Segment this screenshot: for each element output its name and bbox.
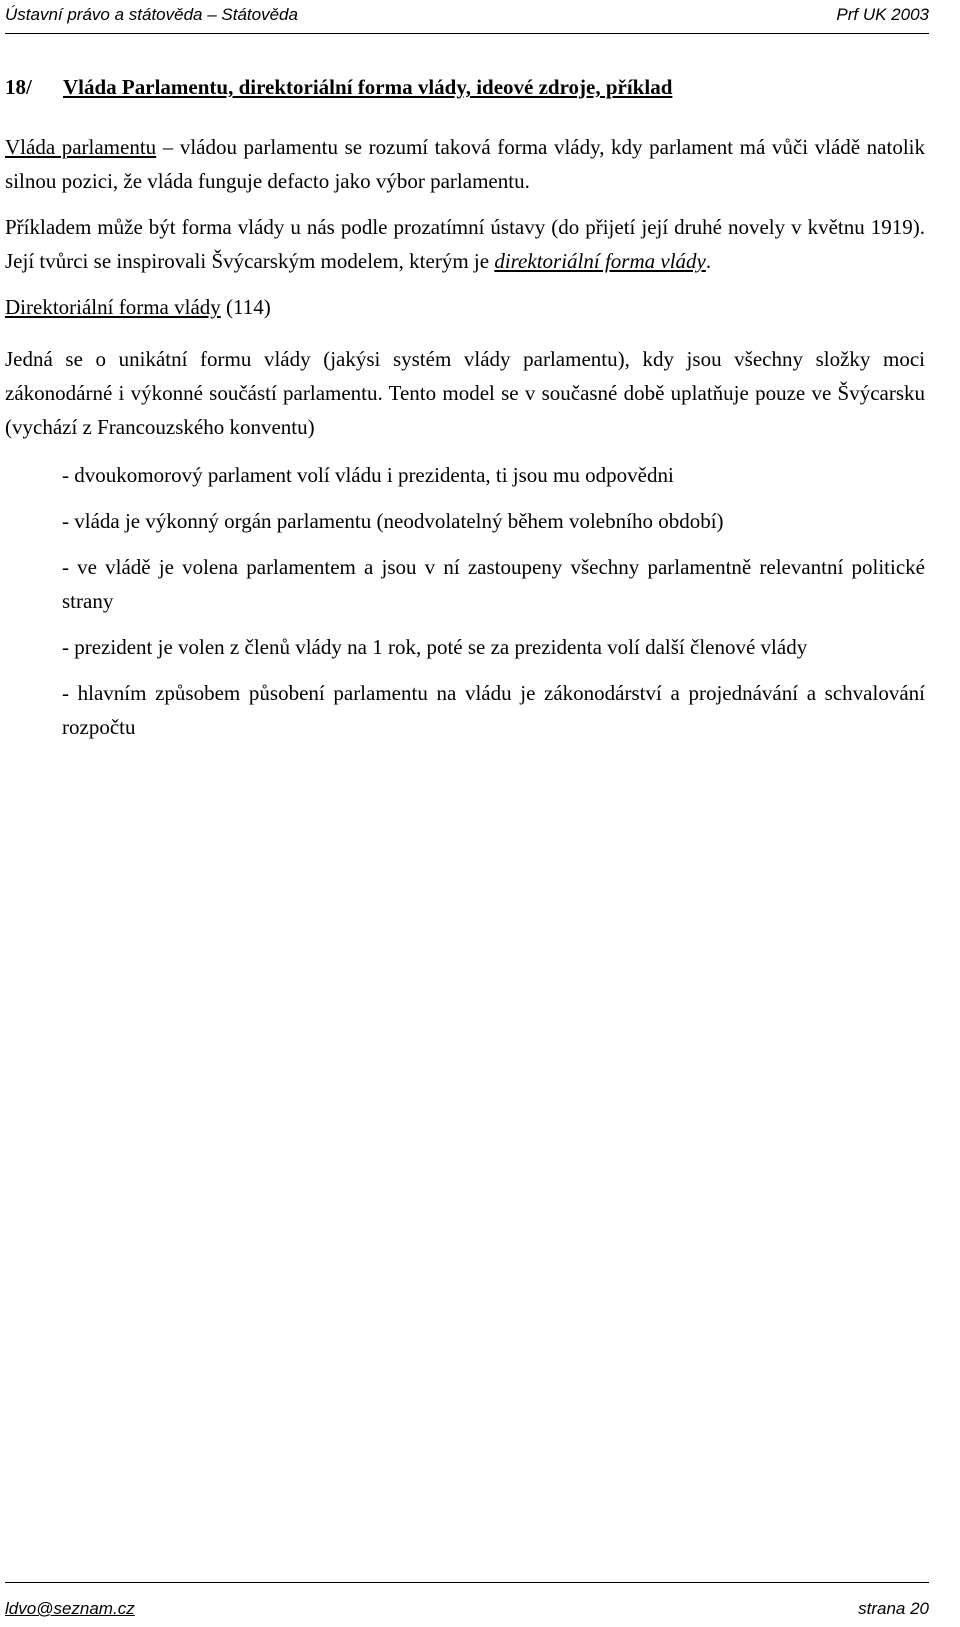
- directorial-link[interactable]: direktoriální forma vlády: [494, 249, 706, 273]
- example-paragraph: [5, 210, 925, 278]
- section-number: 18/: [5, 75, 32, 99]
- footer-email-link[interactable]: ldvo@seznam.cz: [5, 1599, 135, 1618]
- header-course-title: Ústavní právo a státověda – Státověda: [5, 5, 298, 24]
- document-body: [5, 60, 925, 744]
- footer-page-number: strana 20: [858, 1599, 929, 1618]
- directorial-heading: [5, 290, 925, 324]
- section-title-text: Vláda Parlamentu, direktoriální forma vlády, ideové zdroje, příklad: [63, 75, 673, 99]
- list-item: - hlavním způsobem působení parlamentu na vládu je zákonodárství a projednávání a schvalování rozpočtu: [62, 681, 925, 739]
- list-item: - ve vládě je volena parlamentem a jsou v ní zastoupeny všechny parlamentně relevantní politické strany: [62, 555, 925, 613]
- intro-text: – vládou parlamentu se rozumí taková forma vlády, kdy parlament má vůči vládě natolik silnou pozici, že vláda funguje defacto jako výbor parlamentu.: [5, 135, 925, 193]
- list-item: - dvoukomorový parlament volí vládu i prezidenta, ti jsou mu odpovědni: [62, 463, 674, 487]
- list-item: - vláda je výkonný orgán parlamentu (neodvolatelný během volebního období): [62, 509, 724, 533]
- section-title: [5, 70, 925, 104]
- header-institution: Prf UK 2003: [836, 5, 929, 24]
- example-text: Příkladem může být forma vlády u nás podle prozatímní ústavy (do přijetí její druhé novely v květnu 1919). Její tvůrci se inspirovali Švýcarským modelem, kterým je: [5, 215, 925, 273]
- page-header: [5, 0, 929, 34]
- example-end: .: [705, 249, 712, 273]
- page-footer: [5, 1582, 929, 1627]
- intro-paragraph: [5, 130, 925, 198]
- directorial-page-ref: (114): [220, 295, 271, 319]
- intro-term: Vláda parlamentu: [5, 135, 157, 159]
- directorial-term: Direktoriální forma vlády: [5, 295, 221, 319]
- list-item: - prezident je volen z členů vlády na 1 rok, poté se za prezidenta volí další členové vlády: [62, 635, 808, 659]
- directorial-body: Jedná se o unikátní formu vlády (jakýsi systém vlády parlamentu), kdy jsou všechny složky moci zákonodárné i výkonné součástí parlamentu. Tento model se v současné době uplatňuje pouze ve Švýcarsku (vychází z Francouzského konventu): [5, 347, 925, 439]
